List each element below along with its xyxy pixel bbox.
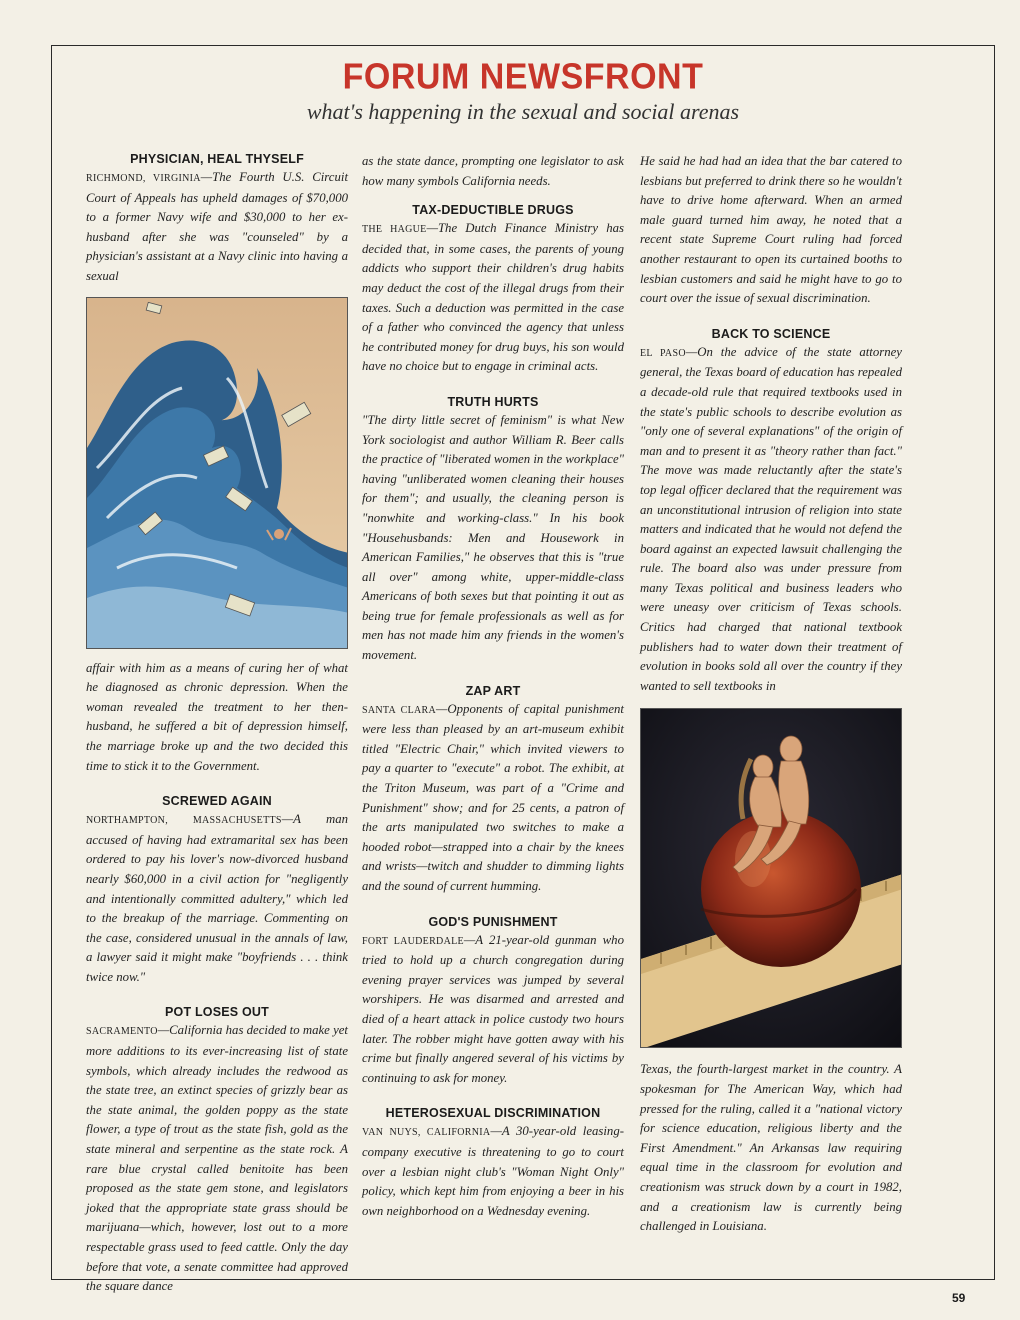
dateline: SANTA CLARA — [362, 704, 437, 716]
article-heterosexual-continued: He said he had had an idea that the bar catered to lesbians but preferred to drink there so he wouldn't have to drive home afterward. When an armed male guard turned him away, he noted that a recent state Supreme Court ruling had forced another restaurant to open its curtained booths to lesbian customers and said he might have to go to court over the issue of sexual discrimination. — [640, 154, 902, 306]
dateline: NORTHAMPTON, MASSACHUSETTS — [86, 815, 282, 827]
article-physician-part2: affair with him as a means of curing her of what he diagnosed as chronic depression. When the woman revealed the treatment to her then-husband, he suffered a bit of depression himself, the marriage broke up and the two decided this time to stick it to the Government. — [86, 660, 348, 773]
headline-truth-hurts: TRUTH HURTS — [447, 394, 539, 409]
headline-physician: PHYSICIAN, HEAL THYSELF — [130, 152, 304, 166]
column-1 — [86, 152, 348, 1297]
page-number: 59 — [952, 1291, 966, 1305]
column-2 — [362, 152, 624, 1221]
article-truth-hurts: "The dirty little secret of feminism" is what New York sociologist and author William R. Beer calls the practice of "liberated women in the workplace" having "unliberated women cleaning their houses for them"; and usually, the cleaning person is "nonwhite and working-class." In his book "Househusbands: Men and Housework in American Families," he observes that this is "true all over" among white, upper-middle-class Americans of both sexes but that pointing it out as being true for female professionals as well as for men has not made him any friends in the women's movement. — [362, 412, 625, 663]
article-back-to-science-part2: Texas, the fourth-largest market in the country. A spokesman for The American Way, which had pressed for the ruling, called it a "national victory for science education, religious liberty and the First Amendment." An Arkansas law requiring equal time in the classroom for evolution and creationism was struck down by a court in 1982, and a creationism law is currently being challenged in Louisiana. — [640, 1062, 902, 1234]
section-subtitle: what's happening in the sexual and social arenas — [306, 99, 740, 124]
section-title: FORUM NEWSFRONT — [342, 57, 704, 97]
wave-money-illustration — [86, 297, 348, 649]
dateline: EL PASO — [640, 347, 686, 359]
headline-screwed-again: SCREWED AGAIN — [162, 794, 272, 809]
column-3 — [640, 152, 902, 1237]
headline-tax-deductible: TAX-DEDUCTIBLE DRUGS — [412, 203, 574, 218]
article-pot-loses-out: SACRAMENTO—California has decided to make yet more additions to its ever-increasing list of state symbols, which already includes the redwood as the state tree, an extinct species of grizzly bear as the state animal, the golden poppy as the state flower, a type of trout as the state fish, gold as the state mineral and serpentine as the state rock. A rare blue crystal called benitoite has been proposed as the state gem stone, and legislators joked that the appropriate state grass should be marijuana—which, however, lost out to a more respectable grass used to feed cattle. Only the day before that vote, a senate committee had approved the square dance — [86, 1023, 348, 1294]
article-pot-continued: as the state dance, prompting one legislator to ask how many symbols California needs. — [362, 154, 624, 188]
dateline: RICHMOND, VIRGINIA — [86, 173, 201, 184]
article-screwed-again: NORTHAMPTON, MASSACHUSETTS—A man accused of having had extramarital sex has been ordered to pay his lover's now-divorced husband nearly $60,000 in a civil action for "negligently and intentionally committed adultery," which led to the breakup of the marriage. Commenting on the case, considered unusual in the annals of law, a lawyer said it might make "boyfriends . . . think twice now." — [86, 812, 348, 984]
article-tax-deductible: THE HAGUE—The Dutch Finance Ministry has decided that, in some cases, the parents of young addicts who support their children's drug habits may deduct the cost of the illegal drugs from their taxes. Such a deduction was permitted in the case of a father who convinced the agency that unless he contributed money for drug buys, his son would have no choice but to engage in criminal acts. — [362, 221, 624, 374]
dateline: SACRAMENTO — [86, 1026, 158, 1038]
masthead — [51, 58, 995, 125]
headline-gods-punishment: GOD'S PUNISHMENT — [428, 914, 558, 929]
article-zap-art: SANTA CLARA—Opponents of capital punishment were less than pleased by an art-museum exhibit titled "Electric Chair," which invited viewers to pay a quarter to "execute" a robot. The exhibit, at the Triton Museum, was part of a "Crime and Punishment" show; and for 25 cents, a patron of the arts manipulated two switches to make a hooded robot—strapped into a chair by the knees and wrists—twitch and shudder to dimming lights and the sound of current humming. — [362, 701, 624, 893]
headline-pot-loses-out: POT LOSES OUT — [165, 1005, 269, 1020]
dateline: FORT LAUDERDALE — [362, 935, 464, 947]
article-heterosexual-discrimination: VAN NUYS, CALIFORNIA—A 30-year-old leasing-company executive is threatening to go to court over a lesbian night club's "Woman Night Only" policy, which kept him from enjoying a beer in his own neighborhood on a Wednesday evening. — [362, 1124, 624, 1218]
headline-back-to-science: BACK TO SCIENCE — [711, 326, 831, 341]
article-back-to-science-part1: EL PASO—On the advice of the state attorney general, the Texas board of education has repealed a decade-old rule that required textbooks used in the state's public schools to describe evolution as "only one of several explanations" of the origin of man and to present it as "theory rather than fact." The move was made reluctantly after the state's top legal officer declared that the requirement was an unconstitutional intrusion of religion into state matters and indicated that he would not defend the board against an expected lawsuit challenging the rule. The board also was under pressure from many Texas political and business leaders who were uneasy over criticism of Texas schools. Critics had charged that national textbook publishers had to water down their treatment of evolution in books sold all over the country if they wanted to sell textbooks in — [640, 344, 902, 693]
article-gods-punishment: FORT LAUDERDALE—A 21-year-old gunman who tried to hold up a church congregation during evening prayer services was jumped by several worshipers. He was disarmed and arrested and died of a heart attack in police custody two hours later. The robber might have gotten away with his crime but finally angered several of his victims by continuing to ask for money. — [362, 932, 624, 1085]
apple-adam-eve-illustration — [640, 708, 902, 1048]
headline-zap-art: ZAP ART — [465, 683, 521, 698]
dateline: THE HAGUE — [362, 224, 427, 236]
headline-heterosexual-discrimination: HETEROSEXUAL DISCRIMINATION — [385, 1106, 601, 1121]
article-physician-part1: RICHMOND, VIRGINIA—The Fourth U.S. Circuit Court of Appeals has upheld damages of $70,000 to a former Navy wife and $30,000 to her ex-husband after she was "counseled" by a physician's assistant at a Navy clinic into having a sexual — [86, 170, 348, 283]
dateline: VAN NUYS, CALIFORNIA — [362, 1127, 491, 1139]
